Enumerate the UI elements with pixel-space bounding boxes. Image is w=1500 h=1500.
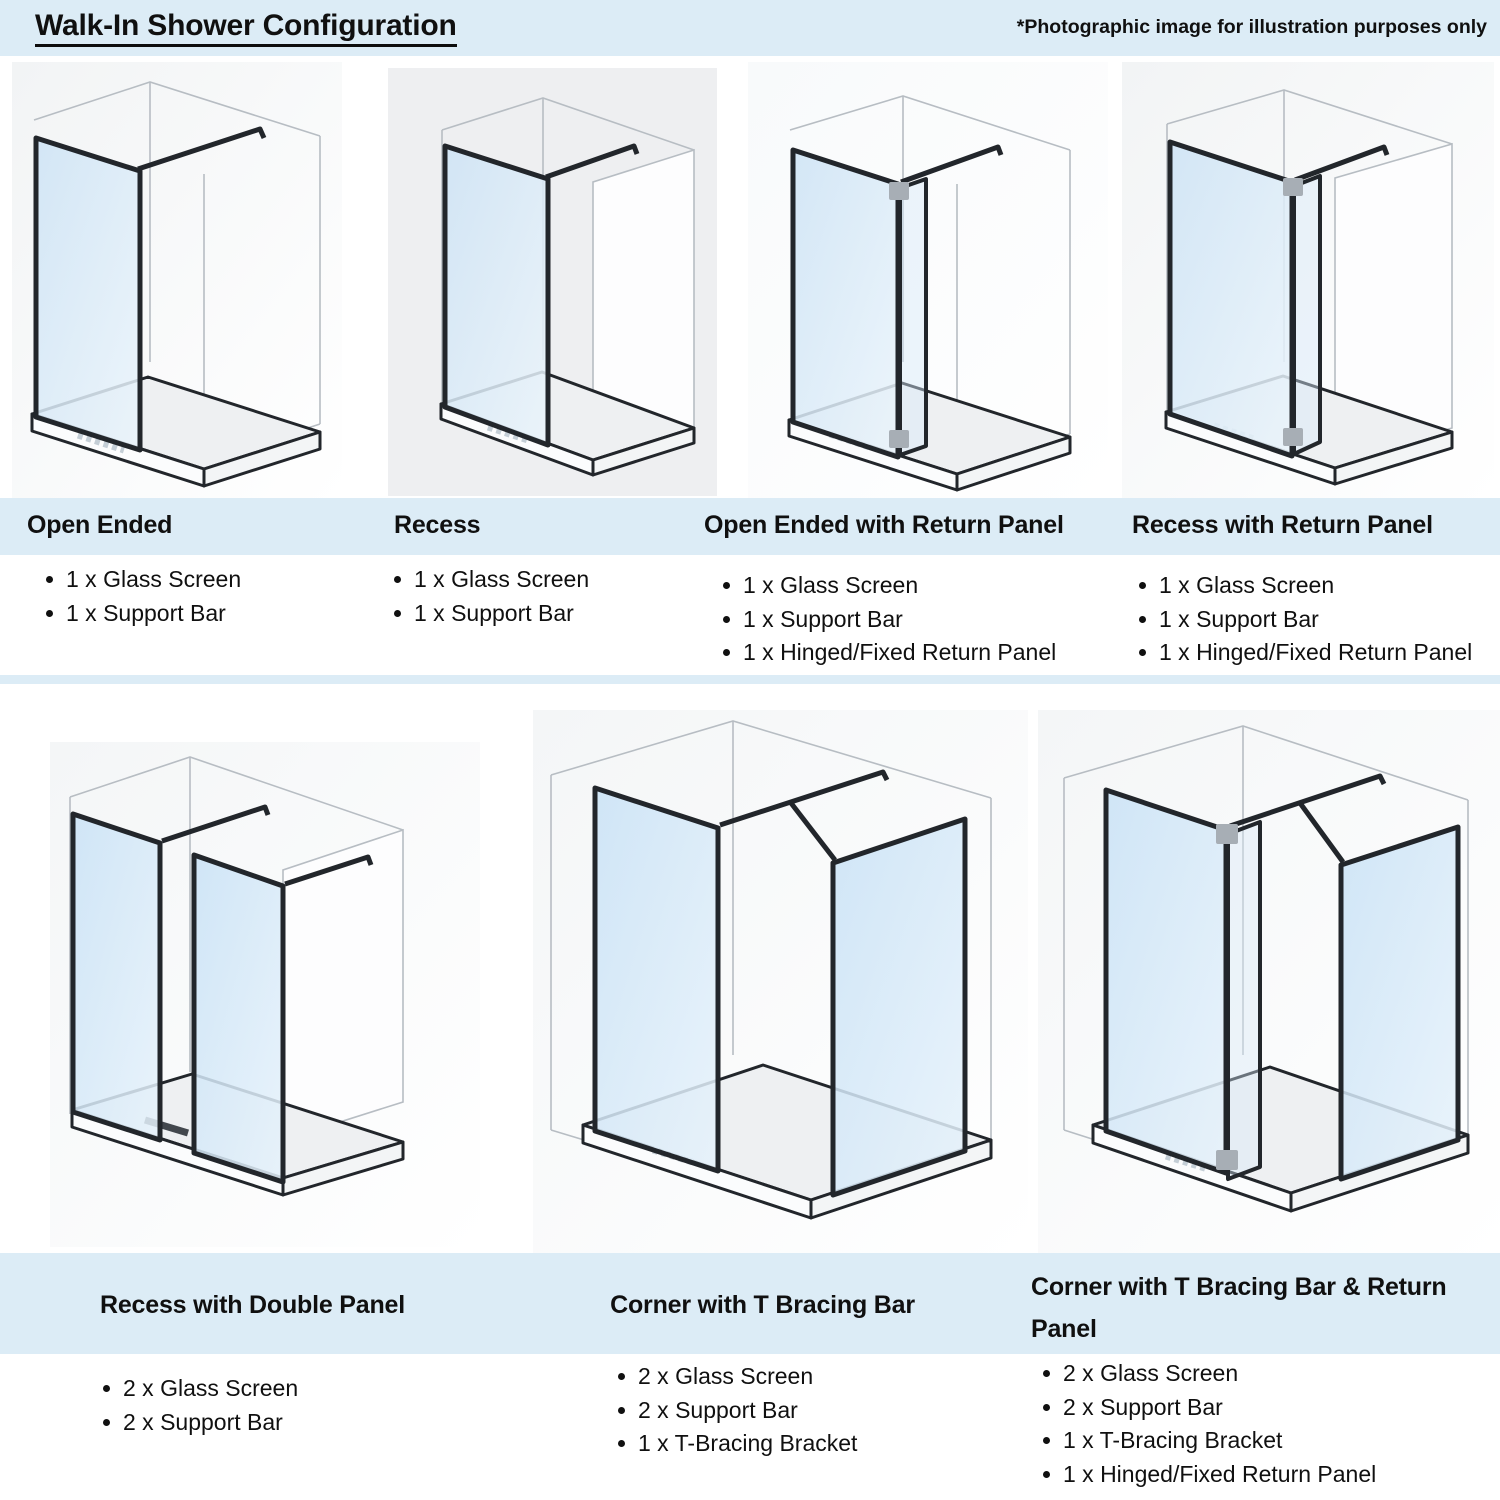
component-list-recess-with-return-panel	[1137, 569, 1472, 670]
diagram-recess-with-return-panel	[1122, 62, 1494, 498]
list-item: 1 x Hinged/Fixed Return Panel	[1041, 1458, 1376, 1492]
section-divider	[0, 675, 1500, 684]
component-list-open-ended	[44, 563, 241, 630]
component-list-corner-with-t-bracing-bar	[616, 1360, 857, 1461]
hinge-bottom	[1283, 428, 1303, 446]
diagram-recess	[388, 60, 722, 497]
list-item: 1 x Support Bar	[1137, 603, 1472, 637]
glass-screen	[36, 138, 140, 450]
config-title-recess-with-double-panel: Recess with Double Panel	[99, 1291, 405, 1319]
diagram-open-ended	[12, 62, 342, 498]
return-panel	[900, 179, 926, 455]
component-list-recess	[392, 563, 589, 630]
glass-screen-left	[595, 788, 718, 1171]
hinge-bottom	[1216, 1150, 1238, 1170]
disclaimer-note: *Photographic image for illustration purposes only	[1016, 16, 1487, 38]
component-list-corner-with-t-bracing-bar-return-panel	[1041, 1357, 1376, 1491]
list-item: 2 x Support Bar	[1041, 1391, 1376, 1425]
glass-screen-right	[194, 855, 283, 1182]
list-item: 2 x Glass Screen	[1041, 1357, 1376, 1391]
return-panel	[1294, 176, 1320, 454]
hinge-top	[1283, 178, 1303, 196]
config-title-recess: Recess	[394, 511, 481, 539]
page-title: Walk-In Shower Configuration	[35, 9, 457, 47]
list-item: 1 x Glass Screen	[392, 563, 589, 597]
list-item: 2 x Glass Screen	[101, 1372, 298, 1406]
diagram-corner-with-t-bracing-bar	[533, 710, 1028, 1253]
glass-screen-right	[1341, 827, 1458, 1179]
glass-screen-right	[833, 819, 965, 1195]
component-list-recess-with-double-panel	[101, 1372, 298, 1439]
list-item: 2 x Support Bar	[616, 1394, 857, 1428]
config-title-recess-with-return-panel: Recess with Return Panel	[1132, 511, 1433, 539]
list-item: 1 x Glass Screen	[1137, 569, 1472, 603]
list-item: 1 x T-Bracing Bracket	[616, 1427, 857, 1461]
list-item: 1 x Hinged/Fixed Return Panel	[721, 636, 1056, 670]
diagram-open-ended-with-return-panel	[748, 62, 1108, 498]
list-item: 1 x Hinged/Fixed Return Panel	[1137, 636, 1472, 670]
list-item: 1 x Glass Screen	[721, 569, 1056, 603]
glass-screen-left	[1106, 790, 1226, 1173]
list-item: 1 x Support Bar	[721, 603, 1056, 637]
config-title-corner-with-t-bracing-bar-return-panel: Corner with T Bracing Bar & Return Panel	[1031, 1273, 1447, 1343]
glass-screen	[793, 150, 898, 457]
component-list-open-ended-with-return-panel	[721, 569, 1056, 670]
list-item: 2 x Glass Screen	[616, 1360, 857, 1394]
list-item: 1 x Support Bar	[392, 597, 589, 631]
list-item: 1 x T-Bracing Bracket	[1041, 1424, 1376, 1458]
diagram-recess-with-double-panel	[50, 742, 480, 1247]
diagram-corner-with-t-bracing-bar-return-panel	[1038, 710, 1500, 1253]
list-item: 1 x Glass Screen	[44, 563, 241, 597]
glass-screen-left	[73, 814, 160, 1140]
config-title-open-ended-with-return-panel: Open Ended with Return Panel	[704, 511, 1064, 539]
list-item: 2 x Support Bar	[101, 1406, 298, 1440]
hinge-bottom	[889, 430, 909, 448]
hinge-top	[1216, 824, 1238, 844]
list-item: 1 x Support Bar	[44, 597, 241, 631]
hinge-top	[889, 182, 909, 200]
config-title-corner-with-t-bracing-bar: Corner with T Bracing Bar	[610, 1291, 915, 1319]
glass-screen	[1170, 142, 1292, 456]
config-title-open-ended: Open Ended	[27, 511, 173, 539]
return-panel	[1228, 822, 1260, 1179]
glass-screen	[445, 146, 548, 445]
